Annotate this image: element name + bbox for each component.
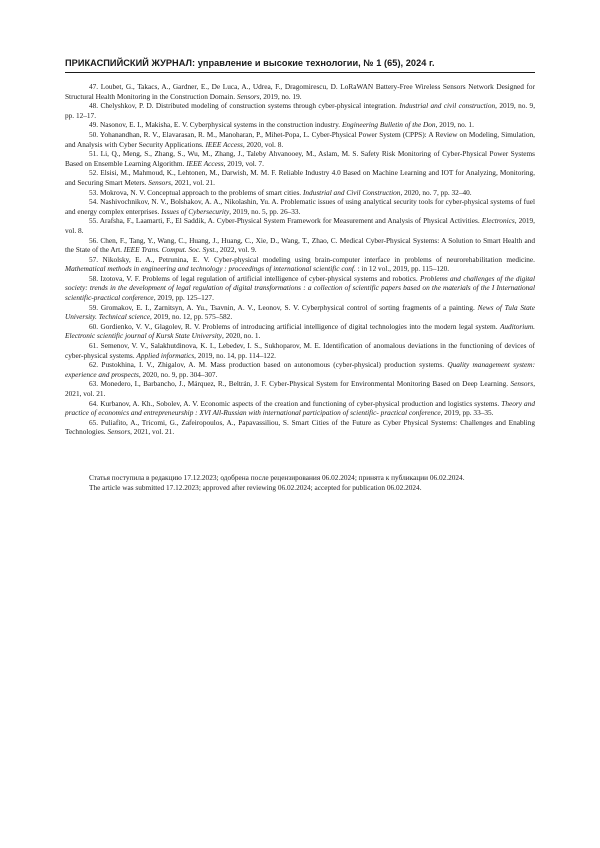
reference-authors-title: Elsisi, M., Mahmoud, K., Lehtonen, M., Darwish, M. M. F. Reliable Industry 4.0 Based on Machine Learning and IOT for Analyzing, Monitoring, and Securing Smart Meters. [65,168,535,187]
reference-number: 58. [89,273,99,283]
reference-source: Electronics [481,216,515,226]
reference-details: , 2019, no. 5, pp. 26–33. [229,206,301,216]
running-header: ПРИКАСПИЙСКИЙ ЖУРНАЛ: управление и высокие технологии, № 1 (65), 2024 г. [65,58,535,73]
reference-authors-title: Gordienko, V. V., Glagolev, R. V. Problems of introducing artificial intelligence of digital technologies into the modern legal system. [100,321,498,331]
reference-source: Applied informatics [136,350,195,360]
reference-item [65,399,535,418]
reference-details: , 2019, pp. 125–127. [153,293,214,303]
reference-number: 53. [89,187,99,197]
submission-note-en: The article was submitted 17.12.2023; approved after reviewing 06.02.2024; accepted for publication 06.02.2024. [89,482,422,492]
reference-number: 62. [89,360,99,370]
reference-item [65,322,535,341]
reference-authors-title: Izotova, V. F. Problems of legal regulation of artificial intelligence of cyber-physical systems and robotics. [100,273,418,283]
reference-source: Mathematical methods in engineering and technology : proceedings of international scientific conf. [65,264,356,274]
reference-details: , 2020, no. 7, pp. 32–40. [400,187,472,197]
reference-authors-title: Chen, F., Tang, Y., Wang, C., Huang, J., Huang, C., Xie, D., Wang, T., Zhao, C. Medical Cyber-Physical Systems: A Solution to Smart Health and the State of the Art. [65,235,536,255]
reference-source: Sensors [107,427,131,437]
reference-source: Sensors [148,177,171,187]
reference-item [65,303,535,322]
reference-item [65,188,535,198]
reference-number: 60. [89,321,99,331]
reference-details: , 2019, no. 12, pp. 575–582. [150,312,233,322]
reference-authors-title: Puliafito, A., Tricomi, G., Zafeiropoulos, A., Papavassiliou, S. Smart Cities of the Future as Cyber Physical Systems: Challenges and Enabling Technologies. [65,417,535,437]
reference-number: 64. [89,398,99,408]
reference-number: 56. [89,235,99,245]
reference-number: 54. [89,197,99,207]
reference-source: Problems and challenges of the digital society: trends in the development of legal regulation of digital transformations : a collection of scientific papers based on the materials of the I International scientific-practical conference [65,273,535,303]
reference-source: Auditorium. Electronic scientific journal of Kursk State University [65,321,536,341]
reference-number: 57. [89,254,99,264]
reference-item [65,130,535,149]
reference-item [65,216,535,235]
journal-page [65,58,535,492]
reference-authors-title: Chelyshkov, P. D. Distributed modeling of construction systems through cyber-physical integration. [100,101,397,111]
reference-authors-title: Mokrova, N. V. Conceptual approach to the problems of smart cities. [99,187,302,197]
reference-source: Sensors [510,379,534,389]
reference-item [65,236,535,255]
reference-details: : in 12 vol., 2019, pp. 115–120. [355,264,450,274]
reference-details: , 2019, no. 14, pp. 114–122. [194,350,276,360]
reference-number: 47. [89,82,99,91]
reference-authors-title: Loubet, G., Takacs, A., Gardner, E., De Luca, A., Udrea, F., Dragomirescu, D. LoRaWAN Battery-Free Wireless Sensors Network Designed for Structural Health Monitoring in the Construction Domain. [65,82,535,101]
reference-item [65,197,535,216]
reference-authors-title: Li, Q., Meng, S., Zhang, S., Wu, M., Zhang, J., Taleby Ahvanooey, M., Aslam, M. S. Safety Risk Monitoring of Cyber-Physical Power Systems Based on Ensemble Learning Algorithm. [65,149,535,168]
reference-number: 51. [89,149,99,159]
reference-item [65,255,535,274]
reference-details: , 2022, vol. 9. [216,245,257,255]
reference-source: Issues of Cybersecurity [161,206,230,216]
reference-source: IEEE Trans. Comput. Soc. Syst. [123,245,217,255]
reference-authors-title: Monedero, I., Barbancho, J., Márquez, R., Beltrán, J. F. Cyber-Physical System for Environmental Monitoring Based on Deep Learning. [100,379,509,389]
reference-source: IEEE Access [186,158,224,168]
reference-source: IEEE Access [205,139,243,149]
reference-source: Quality management system: experience and prospects [65,360,535,379]
reference-details: , 2021, vol. 21. [65,379,536,398]
reference-item [65,379,535,398]
reference-item [65,168,535,187]
reference-number: 65. [89,417,99,427]
reference-source: Sensors [236,91,260,101]
reference-source: Industrial and Civil Construction [302,187,401,197]
reference-details: , 2019, no. 19. [259,91,302,101]
reference-number: 55. [89,216,99,226]
reference-source: Theory and practice of economics and entrepreneurship : XVI All-Russian with international participation of scientific- practical conference [65,398,536,418]
reference-number: 52. [89,168,99,178]
reference-details: , 2020, vol. 8. [242,139,284,149]
reference-number: 50. [89,129,99,139]
reference-authors-title: Yohanandhan, R. V., Elavarasan, R. M., Manoharan, P., Mihet-Popa, L. Cyber-Physical Power System (CPPS): A Review on Modeling, Simulation, and Analysis with Cyber Security Applications. [65,129,535,149]
reference-item [65,101,535,120]
reference-number: 61. [89,341,99,351]
reference-details: , 2020, no. 1. [222,331,261,341]
reference-number: 48. [89,101,99,111]
reference-item [65,120,535,130]
reference-list [65,82,535,437]
reference-source: News of Tula State University. Technical science [65,302,535,322]
reference-item [65,274,535,303]
reference-authors-title: Arafsha, F., Laamarti, F., El Saddik, A. Cyber-Physical System Framework for Measurement and Analysis of Physical Activities. [99,216,480,226]
reference-authors-title: Gromakov, E. I., Zarnitsyn, A. Yu., Tsavnin, A. V., Leonov, S. V. Cyberphysical control of sorting fragments of a painting. [100,302,475,312]
reference-details: , 2019, vol. 7. [223,158,264,168]
reference-details: , 2019, pp. 33–35. [440,408,494,418]
reference-item [65,360,535,379]
reference-number: 63. [89,379,99,389]
reference-authors-title: Nasonov, E. I., Makisha, E. V. Cyberphysical systems in the construction industry. [99,120,341,130]
reference-authors-title: Nashivochnikov, N. V., Bolshakov, A. A., Nikolashin, Yu. A. Problematic issues of using analytical security tools for cyber-physical systems of fuel and energy complex enterprises. [65,197,536,216]
reference-details: , 2021, vol. 21. [171,177,215,187]
reference-details: , 2019, vol. 8. [65,216,535,235]
reference-details: , 2019, no. 9, pp. 12–17. [65,101,536,120]
reference-item [65,149,535,168]
submission-notes [65,473,535,492]
reference-number: 59. [89,302,99,312]
reference-source: Engineering Bulletin of the Don [341,120,436,130]
reference-source: Industrial and civil construction [399,101,496,111]
reference-authors-title: Pustokhina, I. V., Zhigalov, A. M. Mass production based on autonomous (cyber-physical) production systems. [101,360,445,370]
reference-authors-title: Nikolsky, E. A., Petrunina, E. V. Cyber-physical modeling using brain-computer interface in problems of neurorehabilitation medicine. [102,254,535,264]
reference-number: 49. [89,120,99,130]
reference-item [65,418,535,437]
reference-details: , 2021, vol. 21. [130,427,175,437]
submission-note-ru: Статья поступила в редакцию 17.12.2023; одобрена после рецензирования 06.02.2024; принята к публикации 06.02.2024. [89,472,465,482]
reference-authors-title: Kurbanov, A. Kh., Sobolev, A. V. Economic aspects of the creation and functioning of cyber-physical production and logistics systems. [100,398,500,408]
reference-authors-title: Semenov, V. V., Salakhutdinova, K. I., Lebedev, I. S., Sukhoparov, M. E. Identification of anomalous deviations in the functioning of devices of cyber-physical systems. [65,341,535,360]
reference-details: , 2020, no. 9, pp. 304–307. [138,369,218,379]
reference-item [65,82,535,101]
reference-details: , 2019, no. 1. [435,120,474,130]
reference-item [65,341,535,360]
